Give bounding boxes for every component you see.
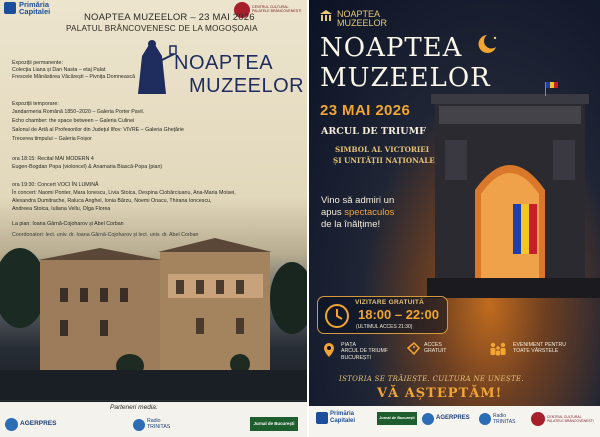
partners-label: Parteneri media: xyxy=(110,404,158,411)
radio-line1: Radio xyxy=(147,418,161,424)
logo-line1: NOAPTEA xyxy=(337,9,381,19)
arch-of-triumph-illustration xyxy=(427,80,600,298)
concert-coordinators: Coordonatori: lect. univ. dr. Ioana Gârnă-Cojoharov și lect. univ. dr. Abel Corban xyxy=(12,232,199,238)
info-event xyxy=(513,342,566,355)
family-icon xyxy=(489,342,507,356)
location-line: ARCUL DE TRIUMF xyxy=(341,348,388,355)
jurnal-bucuresti-logo: Jurnal de București xyxy=(250,417,298,431)
radio-cross-icon xyxy=(133,419,145,431)
primaria-text xyxy=(330,411,355,425)
concert-line: În concert: Naomi Ponter, Mara Ionescu, Livia Stoica, Despina Ciobărciuanu, Ana-Maria Moisei, xyxy=(12,190,236,196)
event-header-venue: PALATUL BRÂNCOVENESC DE LA MOGOȘOAIA xyxy=(66,24,258,33)
agerpres-logo xyxy=(5,417,59,433)
ticket-icon xyxy=(406,342,420,356)
primaria-logo-line1: Primăria xyxy=(19,0,50,9)
invitation-line1: Vino să admiri un xyxy=(321,195,395,206)
cultural-center-logo xyxy=(531,412,597,428)
radio-trinitas-text xyxy=(493,413,515,425)
right-title-line1: NOAPTEA xyxy=(320,33,463,63)
radio-trinitas-logo xyxy=(479,413,519,427)
temporary-line: Jandarmeria Română 1850–2020 – Galeria Porter Pavil. xyxy=(12,109,145,115)
invitation-line3: de la înălțime! xyxy=(321,219,381,230)
concert-line: Andreea Stoica, Iuliana Vellu, Olga Florea xyxy=(12,206,111,212)
cultural-center-name: CENTRUL CULTURAL PALATELE BRÂNCOVENEȘTI xyxy=(547,415,594,423)
jurnal-bucuresti-logo: Jurnal de București xyxy=(377,412,417,425)
primaria-logo-line2: Capitalei xyxy=(19,7,51,16)
radio-trinitas-logo xyxy=(133,418,177,433)
crescent-moon-icon xyxy=(475,33,499,55)
event-header-date: NOAPTEA MUZEELOR – 23 MAI 2026 xyxy=(84,12,255,23)
location-pin-icon xyxy=(323,342,335,358)
visiting-hours-box xyxy=(317,296,448,334)
location-line: PIAȚA xyxy=(341,342,356,348)
palace-illustration xyxy=(0,228,307,400)
logo-line2: MUZEELOR xyxy=(337,18,388,28)
primaria-line1: Primăria xyxy=(330,411,355,417)
right-poster xyxy=(309,0,600,437)
venue-title: ARCUL DE TRIUMF xyxy=(321,126,426,137)
agerpres-text: AGERPRES xyxy=(436,415,470,421)
event-line: EVENIMENT PENTRU xyxy=(513,342,566,348)
hooded-figure-icon xyxy=(126,36,178,98)
agerpres-emblem-icon xyxy=(422,413,434,425)
left-title-line2: MUZEELOR xyxy=(189,75,305,97)
info-access xyxy=(424,342,446,355)
primaria-logo xyxy=(316,411,366,427)
clock-icon xyxy=(324,303,350,329)
agerpres-emblem-icon xyxy=(5,418,18,431)
temporary-heading: Expoziții temporare: xyxy=(12,101,59,107)
call-to-action: VĂ AȘTEPTĂM! xyxy=(377,386,503,401)
cultural-center-emblem-icon xyxy=(531,412,545,426)
permanent-line: Frescele Mănăstirea Văcărești – Pivnița Domnească xyxy=(12,74,136,80)
access-line: ACCES xyxy=(424,342,442,348)
event-date: 23 MAI 2026 xyxy=(320,102,411,119)
permanent-heading: Expoziții permanente: xyxy=(12,60,63,66)
museum-column-icon xyxy=(319,9,333,23)
recital-performers: Eugen-Bogdan Popa (violoncel) & Anamaria Biască-Popa (pian) xyxy=(12,164,163,170)
event-line: TOATE VÂRSTELE xyxy=(513,348,559,355)
access-line: GRATUIT xyxy=(424,348,447,355)
visit-last-entry: (ULTIMUL ACCES 21:30) xyxy=(356,324,413,330)
invitation-line2a: apus xyxy=(321,207,345,218)
cultural-center-name: CENTRUL CULTURAL PALATELE BRÂNCOVENEȘTI xyxy=(252,5,302,14)
slogan: ISTORIA SE TRĂIEȘTE. CULTURA NE UNEȘTE. xyxy=(339,375,524,383)
radio-cross-icon xyxy=(479,413,491,425)
primaria-logo xyxy=(4,1,66,15)
venue-subtitle-line2: ȘI UNITĂȚII NAȚIONALE xyxy=(333,156,435,165)
concert-time: ora 19:30: Concert VOCI ÎN LUMINĂ xyxy=(12,182,99,188)
radio-line2: TRINITAS xyxy=(493,419,516,425)
primaria-emblem-icon xyxy=(316,412,328,424)
radio-line2: TRINITAS xyxy=(147,424,171,430)
noaptea-muzeelor-logo xyxy=(319,6,399,26)
invitation-text xyxy=(321,195,394,231)
visit-label: VIZITARE GRATUITĂ xyxy=(355,299,425,306)
primaria-emblem-icon xyxy=(4,2,16,14)
permanent-line: Colecția Liana și Dan Nasta – etaj Palat xyxy=(12,67,106,73)
temporary-line: Echo chamber: the space between – Galeria Culinei xyxy=(12,118,135,124)
concert-line: Alexandra Dumitrache, Raluca Anghel, Ionia Bărzu, Noemi Onacu, Thirana Ioncescu, xyxy=(12,198,212,204)
radio-line1: Radio xyxy=(493,413,507,419)
agerpres-logo xyxy=(422,413,474,427)
agerpres-text: AGERPRES xyxy=(20,420,57,427)
venue-subtitle-line1: SIMBOL AL VICTORIEI xyxy=(335,145,430,154)
left-title-line1: NOAPTEA xyxy=(174,52,274,74)
location-line: BUCUREȘTI xyxy=(341,354,371,361)
concert-piano: La pian: Ioana Gârnă-Cojoharov și Abel Corban xyxy=(12,221,124,227)
visit-hours: 18:00 – 22:00 xyxy=(358,307,439,322)
info-location xyxy=(341,342,388,361)
left-bottom-divider xyxy=(0,400,307,401)
radio-trinitas-text xyxy=(147,418,170,430)
recital-time: ora 18:15: Recital MAI MODERN 4 xyxy=(12,156,94,162)
primaria-line2: Capitalei xyxy=(330,418,356,424)
temporary-line: Salonul de Artă al Profesorilor din Județul Ilfov: VIVRE – Galeria Ghețărie xyxy=(12,127,184,133)
temporary-line: Trecerea timpului – Galeria Foișor xyxy=(12,136,92,142)
invitation-highlight: spectaculos xyxy=(344,207,395,218)
right-title-line2: MUZEELOR xyxy=(320,63,491,93)
